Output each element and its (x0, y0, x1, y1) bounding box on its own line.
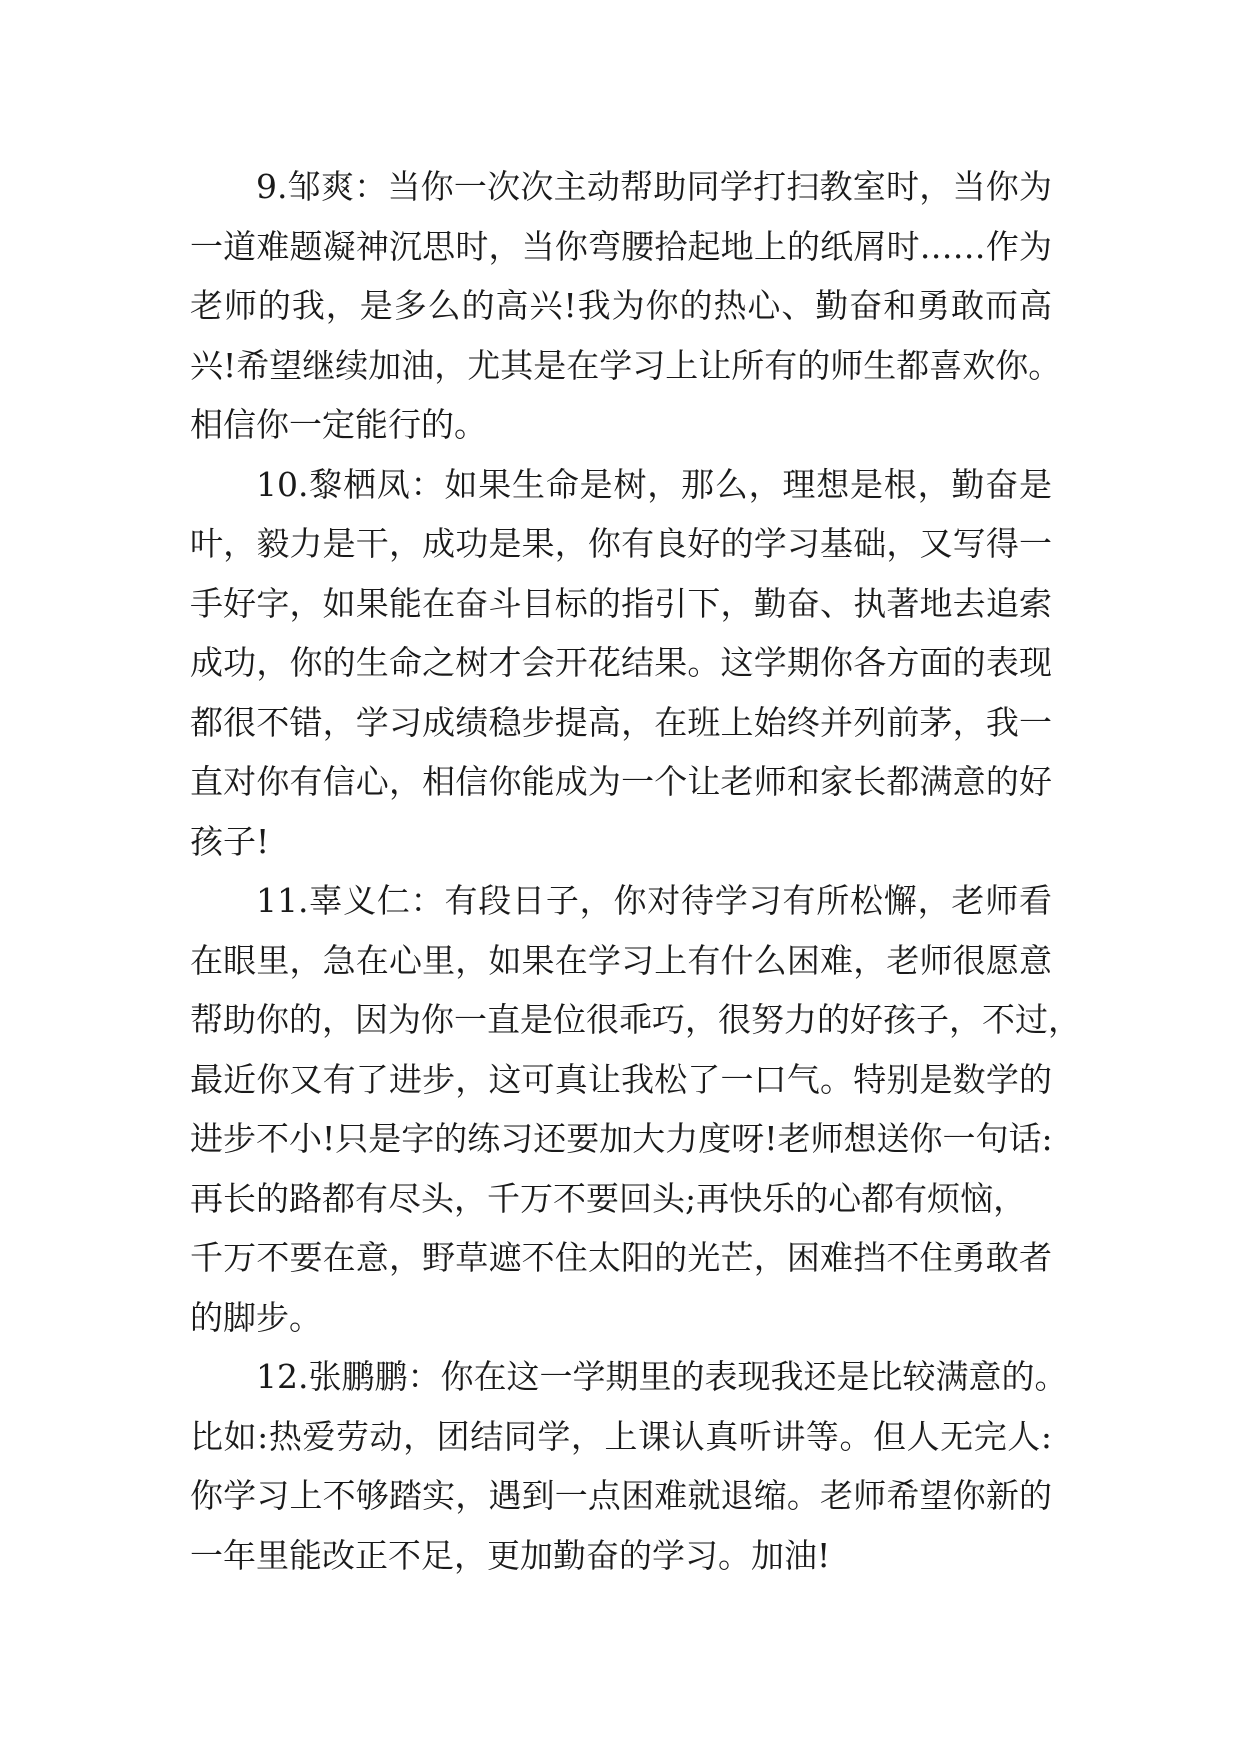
text-line: 你学习上不够踏实，遇到一点困难就退缩。老师希望你新的 (190, 1476, 1052, 1515)
text-line: 11.辜义仁：有段日子，你对待学习有所松懈，老师看 (256, 881, 1052, 920)
text-line: 在眼里，急在心里，如果在学习上有什么困难，老师很愿意 (190, 940, 1052, 980)
text-line: 10.黎栖凤：如果生命是树，那么，理想是根，勤奋是 (256, 464, 1052, 504)
text-line: 帮助你的，因为你一直是位很乖巧，很努力的好孩子，不过， (190, 1000, 1081, 1039)
comment-paragraph-12 (190, 1347, 1068, 1585)
text-line: 再长的路都有尽头，千万不要回头;再快乐的心都有烦恼， (190, 1178, 1027, 1218)
document-body (190, 157, 1081, 1585)
text-line: 比如:热爱劳动，团结同学，上课认真听讲等。但人无完人: (190, 1416, 1052, 1456)
text-line: 叶，毅力是干，成功是果，你有良好的学习基础，又写得一 (190, 524, 1052, 563)
text-line: 老师的我，是多么的高兴!我为你的热心、勤奋和勇敢而高 (190, 286, 1052, 325)
comment-paragraph-9 (190, 157, 1062, 455)
comment-paragraph-11 (190, 871, 1081, 1347)
text-line: 千万不要在意，野草遮不住太阳的光芒，困难挡不住勇敢者 (190, 1238, 1052, 1277)
text-line: 一年里能改正不足，更加勤奋的学习。加油! (190, 1535, 831, 1575)
text-line: 兴!希望继续加油，尤其是在学习上让所有的师生都喜欢你。 (190, 345, 1062, 385)
text-line: 9.邹爽：当你一次次主动帮助同学打扫教室时，当你为 (256, 167, 1052, 206)
text-line: 相信你一定能行的。 (190, 405, 487, 444)
text-line: 进步不小!只是字的练习还要加大力度呀!老师想送你一句话: (190, 1119, 1053, 1158)
text-line: 孩子! (190, 821, 270, 861)
text-line: 12.张鹏鹏：你在这一学期里的表现我还是比较满意的。 (256, 1357, 1068, 1396)
text-line: 都很不错，学习成绩稳步提高，在班上始终并列前茅，我一 (190, 702, 1052, 742)
text-line: 直对你有信心，相信你能成为一个让老师和家长都满意的好 (190, 762, 1052, 801)
text-line: 一道难题凝神沉思时，当你弯腰拾起地上的纸屑时……作为 (190, 226, 1052, 266)
text-line: 成功，你的生命之树才会开花结果。这学期你各方面的表现 (190, 643, 1052, 682)
comment-paragraph-10 (190, 455, 1052, 872)
text-line: 的脚步。 (190, 1297, 322, 1337)
text-line: 最近你又有了进步，这可真让我松了一口气。特别是数学的 (190, 1059, 1052, 1099)
text-line: 手好字，如果能在奋斗目标的指引下，勤奋、执著地去追索 (190, 583, 1052, 623)
